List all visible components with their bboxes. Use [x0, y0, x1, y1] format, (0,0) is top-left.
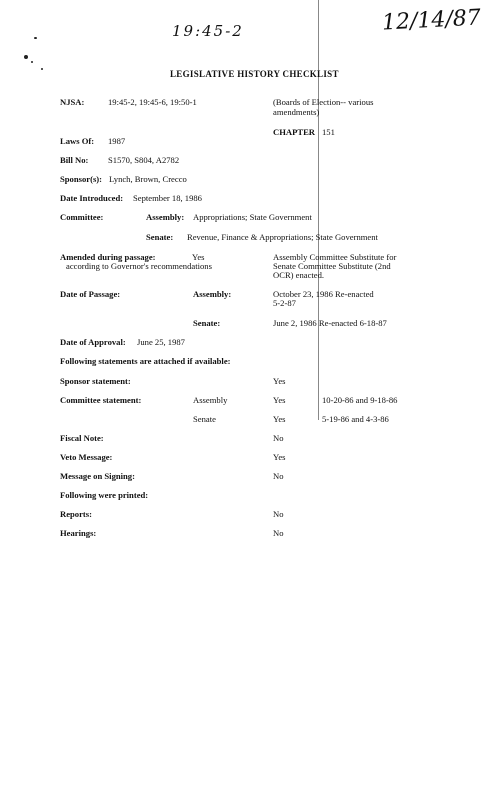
amended-note-1: Assembly Committee Substitute for: [273, 252, 397, 262]
sponsors-value: Lynch, Brown, Crecco: [109, 174, 187, 184]
committee-statement-assembly-value: Yes: [273, 395, 286, 405]
fold-line: [318, 0, 319, 420]
approval-value: June 25, 1987: [137, 337, 185, 347]
bill-no-label: Bill No:: [60, 155, 89, 165]
laws-of-value: 1987: [108, 136, 126, 146]
committee-statement-assembly-label: Assembly: [193, 395, 228, 405]
njsa-label: NJSA:: [60, 97, 85, 107]
passage-assembly-reenacted: 5-2-87: [273, 298, 296, 308]
committee-statement-label: Committee statement:: [60, 395, 142, 405]
passage-senate-label: Senate:: [193, 318, 221, 328]
laws-of-label: Laws Of:: [60, 136, 95, 146]
page-title: LEGISLATIVE HISTORY CHECKLIST: [170, 69, 339, 79]
chapter-label: CHAPTER: [273, 127, 316, 137]
sponsors-label: Sponsor(s):: [60, 174, 103, 184]
veto-message-label: Veto Message:: [60, 452, 113, 462]
committee-statement-senate-value: Yes: [273, 414, 286, 424]
reports-value: No: [273, 509, 284, 519]
handwritten-date: 12/14/87: [381, 5, 482, 36]
message-on-signing-value: No: [273, 471, 284, 481]
scan-speck: [34, 37, 37, 39]
amended-label: Amended during passage:: [60, 252, 156, 262]
committee-senate-value: Revenue, Finance & Appropriations; State Government: [187, 232, 378, 242]
following-attached-heading: Following statements are attached if available:: [60, 356, 231, 366]
amended-sublabel: according to Governor's recommendations: [66, 261, 212, 271]
bill-no-value: S1570, S804, A2782: [108, 155, 180, 165]
veto-message-value: Yes: [273, 452, 286, 462]
reports-label: Reports:: [60, 509, 92, 519]
passage-assembly-label: Assembly:: [193, 289, 232, 299]
njsa-note-2: amendments): [273, 107, 320, 117]
fiscal-note-value: No: [273, 433, 284, 443]
scan-speck: [41, 68, 43, 70]
hearings-value: No: [273, 528, 284, 538]
committee-senate-label: Senate:: [146, 232, 174, 242]
njsa-note-1: (Boards of Election-- various: [273, 97, 374, 107]
sponsor-statement-value: Yes: [273, 376, 286, 386]
amended-value: Yes: [192, 252, 205, 262]
amended-note-3: OCR) enacted.: [273, 270, 325, 280]
fiscal-note-label: Fiscal Note:: [60, 433, 104, 443]
committee-statement-senate-label: Senate: [193, 414, 216, 424]
committee-assembly-value: Appropriations; State Government: [193, 212, 312, 222]
scan-speck: [24, 55, 28, 59]
message-on-signing-label: Message on Signing:: [60, 471, 135, 481]
date-introduced-value: September 18, 1986: [133, 193, 202, 203]
handwritten-reference: 19:45-2: [172, 22, 244, 40]
approval-label: Date of Approval:: [60, 337, 126, 347]
hearings-label: Hearings:: [60, 528, 97, 538]
chapter-value: 151: [322, 127, 335, 137]
committee-label: Committee:: [60, 212, 104, 222]
following-printed-heading: Following were printed:: [60, 490, 149, 500]
date-introduced-label: Date Introduced:: [60, 193, 124, 203]
sponsor-statement-label: Sponsor statement:: [60, 376, 131, 386]
passage-label: Date of Passage:: [60, 289, 121, 299]
passage-senate-value: June 2, 1986 Re-enacted 6-18-87: [273, 318, 387, 328]
amended-note-2: Senate Committee Substitute (2nd: [273, 261, 391, 271]
scan-speck: [31, 61, 33, 63]
committee-statement-assembly-dates: 10-20-86 and 9-18-86: [322, 395, 398, 405]
passage-assembly-value: October 23, 1986 Re-enacted: [273, 289, 374, 299]
committee-statement-senate-dates: 5-19-86 and 4-3-86: [322, 414, 389, 424]
committee-assembly-label: Assembly:: [146, 212, 185, 222]
njsa-value: 19:45-2, 19:45-6, 19:50-1: [108, 97, 197, 107]
